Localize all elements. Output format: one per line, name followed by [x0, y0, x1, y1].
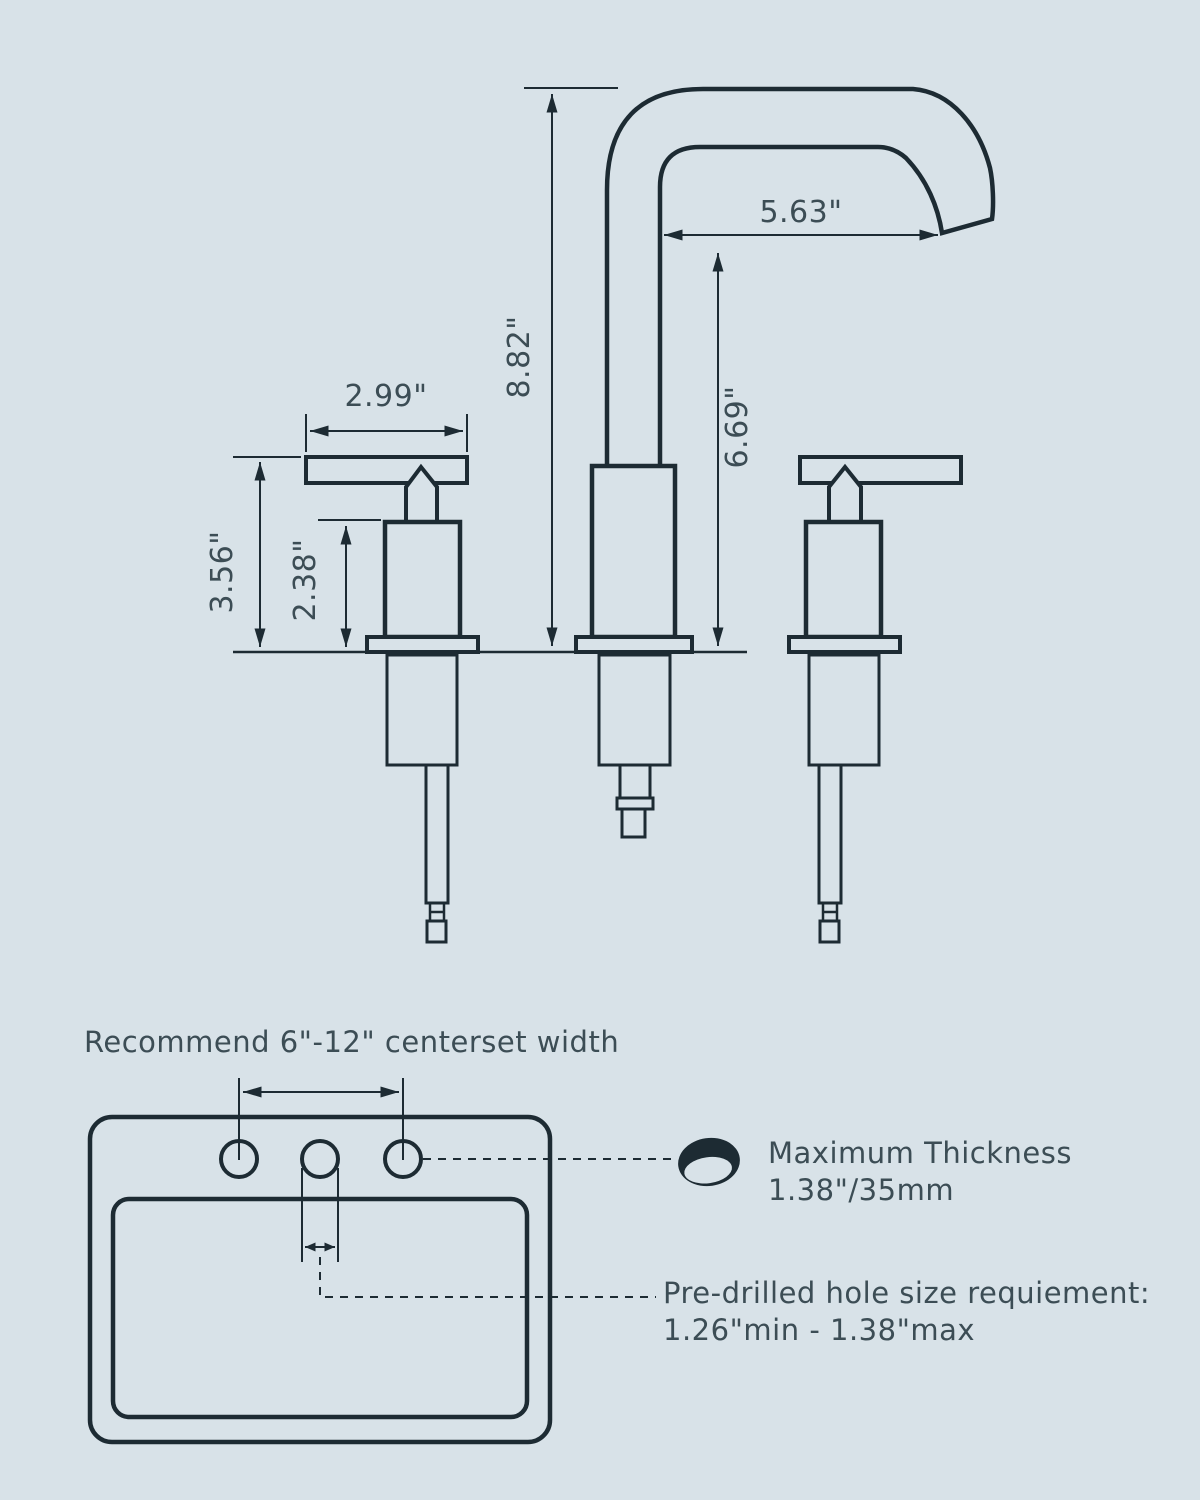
- faucet-hole-center: [302, 1141, 338, 1177]
- right-handle-thread-shank: [809, 655, 879, 765]
- faucet-body: [592, 466, 675, 637]
- sink-basin: [113, 1199, 527, 1417]
- right-handle-rod: [819, 765, 841, 903]
- hole-size-value: 1.26"min - 1.38"max: [663, 1313, 976, 1347]
- dimension-spout-outlet-height: [718, 253, 755, 646]
- hole-size-label: Pre-drilled hole size requiement:: [663, 1276, 1151, 1310]
- max-thickness-value: 1.38"/35mm: [768, 1173, 955, 1207]
- right-rod-end: [820, 921, 839, 942]
- faucet-tailpiece-lip: [617, 798, 653, 809]
- dimension-handle-height: [205, 457, 301, 647]
- dim-label-spout-outlet-height: 6.69": [720, 385, 755, 469]
- left-rod-end: [427, 921, 446, 942]
- right-handle-flange: [789, 637, 900, 652]
- left-handle-rod: [426, 765, 448, 903]
- right-handle-bar: [800, 457, 961, 483]
- left-handle-drawing: [306, 457, 478, 942]
- faucet-flange: [576, 637, 692, 652]
- dim-label-spout-height: 8.82": [502, 315, 537, 399]
- counter-hole-icon: [675, 1134, 743, 1190]
- left-handle-thread-shank: [387, 655, 457, 765]
- dimension-spout-reach: [664, 195, 938, 235]
- dim-label-handle-body-height: 2.38": [288, 538, 323, 622]
- dim-label-handle-height: 3.56": [205, 530, 240, 614]
- right-handle-body: [806, 522, 881, 637]
- spout-tube: [607, 89, 993, 469]
- left-handle-body: [385, 522, 460, 637]
- dim-label-spout-reach: 5.63": [759, 195, 843, 230]
- max-thickness-callout: [423, 1134, 743, 1190]
- faucet-thread-shank: [599, 655, 670, 765]
- left-handle-bar: [306, 457, 467, 483]
- faucet-tailpiece-thread: [622, 809, 645, 837]
- dimension-handle-width: [306, 379, 467, 452]
- left-handle-flange: [367, 637, 478, 652]
- dim-label-handle-width: 2.99": [344, 379, 428, 414]
- hole-size-callout: [302, 1168, 656, 1297]
- dimension-handle-body-height: [288, 520, 381, 647]
- max-thickness-label: Maximum Thickness: [768, 1136, 1072, 1170]
- centerset-note: Recommend 6"-12" centerset width: [84, 1025, 620, 1059]
- faucet-tailpiece: [620, 765, 650, 798]
- right-handle-drawing: [789, 457, 961, 942]
